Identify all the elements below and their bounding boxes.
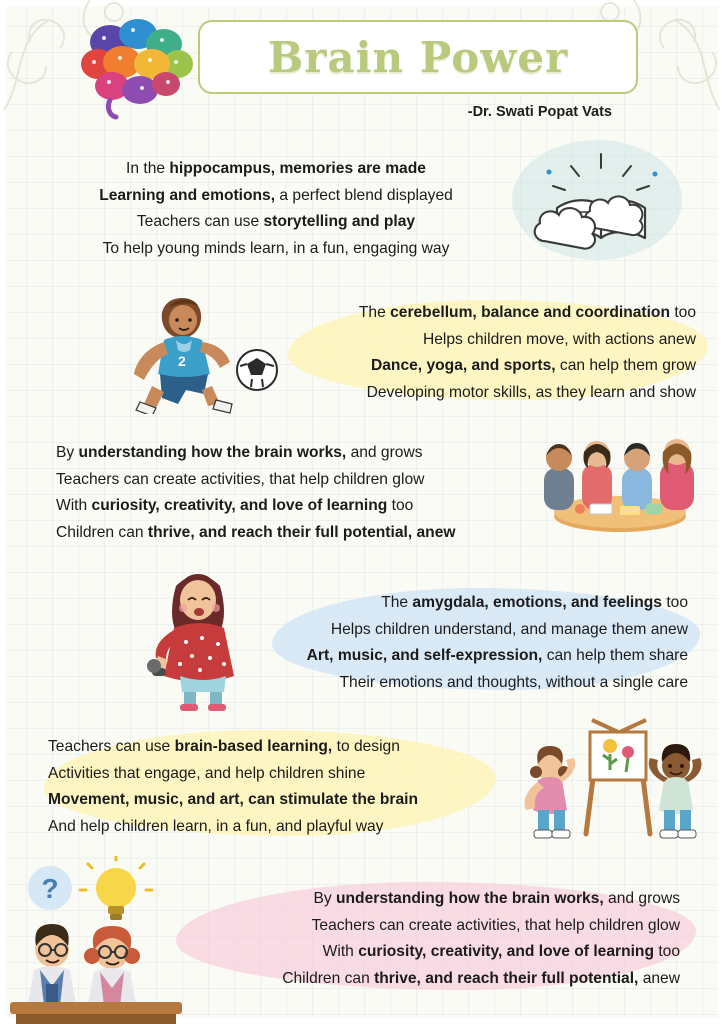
verse-line: [56, 156, 496, 183]
girl-singing-with-microphone-icon: [130, 556, 280, 712]
two-children-with-idea-bulb-icon: [6, 856, 192, 1024]
verse-brain-based-learning: [48, 734, 504, 840]
poster-header: [0, 0, 724, 136]
verse-emphasis: amygdala, emotions, and feelings: [412, 594, 662, 611]
verse-amygdala: [264, 590, 688, 696]
verse-emphasis: understanding how the brain works,: [78, 444, 347, 461]
verse-line: [264, 617, 688, 644]
verse-emphasis: understanding how the brain works,: [336, 890, 604, 907]
verse-text: Children can: [56, 523, 148, 541]
verse-text: a perfect blend displayed: [275, 186, 453, 204]
verse-text: and grows: [346, 444, 423, 461]
verse-text: can help them share: [542, 647, 688, 664]
verse-line: [264, 670, 688, 697]
verse-line: [264, 590, 688, 617]
verse-line: [264, 643, 688, 670]
verse-line: [280, 327, 696, 354]
page-title: Brain Power: [267, 32, 569, 82]
verse-line: [56, 183, 496, 210]
verse-emphasis: Dance, yoga, and sports,: [371, 357, 556, 374]
verse-text: anew: [638, 969, 680, 987]
verse-brain-works-1: [56, 440, 536, 546]
verse-line: [280, 380, 696, 407]
verse-text: to design: [332, 738, 400, 755]
verse-line: [56, 520, 536, 547]
verse-text: Activities that engage, and help children shine: [48, 764, 366, 782]
svg-text:?: ?: [41, 873, 59, 904]
verse-line: [56, 467, 536, 494]
svg-text:2: 2: [178, 353, 186, 369]
verse-text: By: [56, 444, 79, 461]
verse-text: too: [661, 594, 688, 611]
author-byline: -Dr. Swati Popat Vats: [467, 104, 612, 120]
verse-text: With: [56, 497, 92, 514]
verse-line: [168, 966, 680, 993]
verse-text: and grows: [603, 890, 680, 907]
verse-line: [56, 440, 536, 467]
verse-emphasis: Movement, music, and art, can stimulate the brain: [48, 791, 419, 808]
verse-line: [48, 787, 504, 814]
verse-brain-works-2: [168, 886, 680, 992]
verse-text: too: [669, 304, 696, 321]
verse-line: [168, 913, 680, 940]
verse-text: The: [358, 304, 391, 321]
verse-text: can help them grow: [555, 357, 696, 374]
verse-emphasis: thrive, and reach their full potential,: [374, 969, 639, 987]
verse-emphasis: Learning and emotions,: [99, 186, 276, 204]
verse-line: [56, 493, 536, 520]
verse-text: The: [381, 594, 413, 611]
verse-text: Teachers can create activities, that help children glow: [56, 470, 425, 488]
verse-text: In the: [126, 160, 170, 177]
verse-text: Helps children understand, and manage them anew: [330, 620, 688, 638]
verse-text: too: [387, 497, 414, 514]
verse-line: [280, 353, 696, 380]
verse-text: too: [653, 943, 680, 960]
verse-line: [56, 209, 496, 236]
verse-emphasis: thrive, and reach their full potential, anew: [147, 523, 456, 541]
verse-text: With: [322, 943, 359, 960]
children-group-activity-table-icon: [530, 424, 710, 536]
verse-cerebellum: [280, 300, 696, 406]
verse-emphasis: hippocampus, memories are made: [169, 160, 426, 177]
children-painting-easel-icon: [512, 714, 708, 848]
verse-text: Teachers can use: [136, 213, 264, 230]
verse-text: Their emotions and thoughts, without a single care: [339, 673, 688, 691]
verse-emphasis: storytelling and play: [263, 213, 416, 230]
title-plate: [198, 20, 638, 94]
verse-text: And help children learn, in a fun, and playful way: [48, 817, 384, 835]
verse-emphasis: Art, music, and self-expression,: [306, 647, 543, 664]
verse-line: [168, 886, 680, 913]
verse-line: [280, 300, 696, 327]
verse-line: [56, 236, 496, 263]
verse-text: Teachers can use: [48, 738, 175, 755]
colorful-brain-icon: [76, 16, 206, 120]
verse-text: By: [313, 890, 336, 907]
verse-text: Teachers can create activities, that help children glow: [311, 916, 680, 934]
verse-text: Helps children move, with actions anew: [422, 330, 696, 348]
verse-emphasis: brain-based learning,: [174, 738, 333, 755]
verse-text: Developing motor skills, as they learn and show: [366, 383, 696, 401]
verse-text: Children can: [282, 969, 375, 987]
verse-emphasis: cerebellum, balance and coordination: [390, 304, 670, 321]
child-playing-football-icon: [120, 282, 300, 414]
verse-line: [168, 939, 680, 966]
verse-line: [48, 734, 504, 761]
verse-text: To help young minds learn, in a fun, engaging way: [102, 239, 450, 257]
verse-line: [48, 761, 504, 788]
verse-emphasis: curiosity, creativity, and love of learning: [358, 943, 654, 960]
verse-hippocampus: [56, 156, 496, 262]
verse-line: [48, 814, 504, 841]
verse-emphasis: curiosity, creativity, and love of learning: [91, 497, 388, 514]
open-book-with-sparkles-icon: [505, 138, 695, 270]
